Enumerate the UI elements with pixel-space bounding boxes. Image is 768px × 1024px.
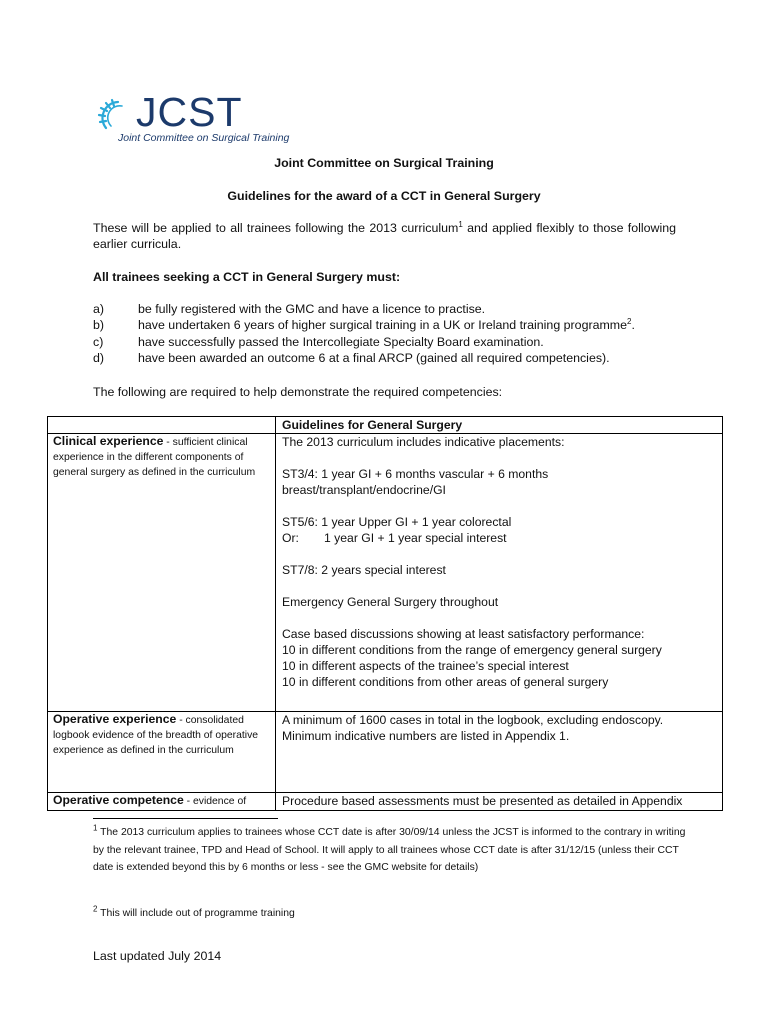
intro-paragraph [93,220,676,252]
table-row [47,434,723,712]
requirement-item [93,318,693,334]
guideline-line: Or: 1 year GI + 1 year special interest [282,531,507,545]
requirement-tail: . [631,318,635,333]
row-criterion [48,434,276,711]
guideline-line: ST7/8: 2 years special interest [282,563,446,577]
table-header-right: Guidelines for General Surgery [276,417,723,433]
table-header-row [47,416,723,434]
line-gap [282,546,716,562]
guideline-line: The 2013 curriculum includes indicative placements: [282,435,565,449]
guideline-line: 10 in different aspects of the trainee’s special interest [282,659,569,673]
competencies-intro: The following are required to help demonstrate the required competencies: [93,385,503,399]
document-subtitle: Guidelines for the award of a CCT in General Surgery [227,189,541,203]
criterion-description: - consolidated logbook evidence of the breadth of operative experience as defined in the curriculum [53,715,259,756]
footnote-divider [93,818,278,819]
criterion-description: - sufficient clinical experience in the different components of general surgery as defined in the curriculum [53,437,256,478]
requirement-letter: c) [93,334,104,349]
guideline-line: Procedure based assessments must be presented as detailed in Appendix [282,794,683,808]
guideline-line: A minimum of 1600 cases in total in the logbook, excluding endoscopy. [282,713,664,727]
guideline-line: Minimum indicative numbers are listed in Appendix 1. [282,729,570,743]
footnote-ref-1: 1 [458,219,463,229]
footnote-1 [93,824,693,877]
row-criterion [48,793,276,810]
criterion-description: - evidence of [183,796,247,807]
row-criterion [48,712,276,792]
criterion-title: Clinical experience [53,434,164,448]
requirement-letter: a) [93,302,105,316]
intro-text: These will be applied to all trainees following the 2013 curriculum [93,221,459,235]
requirement-text [138,302,485,316]
criterion-title: Operative competence [53,793,184,807]
guideline-line: Emergency General Surgery throughout [282,595,499,609]
footnote-2-number: 2 [93,904,98,914]
line-gap [282,498,716,514]
guideline-line: Case based discussions showing at least satisfactory performance: [282,627,645,641]
requirement-letter: b) [93,318,105,333]
requirement-main: have been awarded an outcome 6 at a final ARCP (gained all required competencies). [138,351,610,366]
last-updated: Last updated July 2014 [93,949,222,963]
line-gap [282,450,716,466]
footnote-2 [93,905,693,923]
logo-wordmark: JCST [136,89,243,135]
footnote-2-text: This will include out of programme training [97,908,295,919]
requirement-main: have undertaken 6 years of higher surgical training in a UK or Ireland training programme [138,318,628,333]
footnote-ref-2: 2 [627,317,632,327]
requirements-list [93,302,693,368]
guideline-line: ST5/6: 1 year Upper GI + 1 year colorectal [282,515,512,529]
requirement-letter: d) [93,351,105,366]
requirement-item [93,302,693,318]
table-body [47,434,723,811]
guideline-line: breast/transplant/endocrine/GI [282,483,446,497]
row-guideline [276,434,723,711]
jcst-logo [96,89,336,150]
footnote-1-number: 1 [93,823,98,833]
guideline-line: 10 in different conditions from the range of emergency general surgery [282,643,662,657]
requirement-main: be fully registered with the GMC and have a licence to practise. [138,302,486,316]
requirement-text [138,351,610,365]
table-header-left [48,417,276,433]
footnote-1-text: The 2013 curriculum applies to trainees whose CCT date is after 30/09/14 unless the JCST is informed to the contrary in writing by the relevant trainee, TPD and Head of School. It will apply to all trainees whose CCT date is after 31/12/15 (unless their CCT date is extended beyond this by 6 months or less - see the GMC website for details) [93,827,686,873]
requirements-heading: All trainees seeking a CCT in General Surgery must: [93,270,401,284]
requirement-text [138,335,544,349]
table-row [47,712,723,793]
line-gap [282,578,716,594]
guideline-line: ST3/4: 1 year GI + 6 months vascular + 6 months [282,467,549,481]
line-gap [282,610,716,626]
requirement-item [93,351,693,367]
criterion-title: Operative experience [53,712,177,726]
intro-text-end: and applied flexibly to those following earlier curricula. [93,221,676,251]
row-guideline [276,712,723,792]
table-row [47,793,723,811]
jcst-logo-icon [96,96,136,136]
requirement-text [138,318,635,332]
document-title: Joint Committee on Surgical Training [274,156,494,170]
row-guideline [276,793,723,810]
guidelines-table [47,416,723,811]
requirement-main: have successfully passed the Intercollegiate Specialty Board examination. [138,334,544,349]
guideline-line: 10 in different conditions from other areas of general surgery [282,675,609,689]
requirement-item [93,335,693,351]
logo-subtitle: Joint Committee on Surgical Training [118,132,290,144]
